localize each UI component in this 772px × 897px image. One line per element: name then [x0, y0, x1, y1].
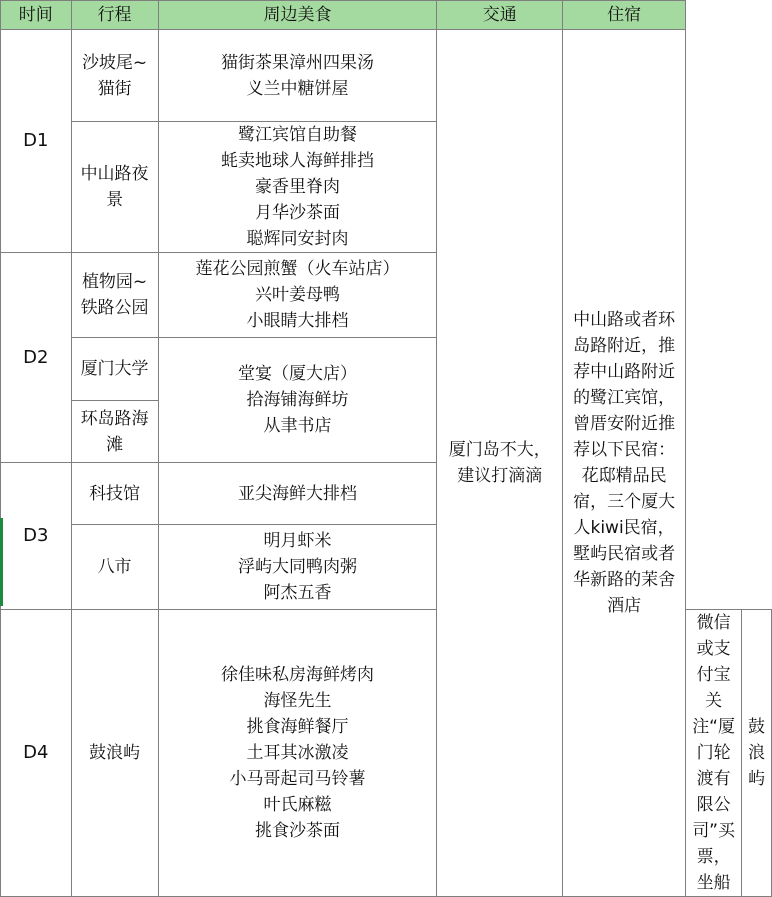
transport-cell-d1-d3: 厦门岛不大，建议打滴滴 — [437, 30, 563, 897]
header-transport: 交通 — [437, 1, 563, 30]
itinerary-cell: 鼓浪屿 — [71, 610, 158, 897]
header-itinerary: 行程 — [71, 1, 158, 30]
day-cell-d2: D2 — [1, 253, 72, 463]
food-item: 莲花公园煎蟹（火车站店） — [195, 259, 400, 279]
food-item: 叶氏麻糍 — [263, 795, 332, 815]
food-item: 徐佳味私房海鲜烤肉 — [221, 665, 375, 685]
food-item: 小马哥起司马铃薯 — [229, 769, 366, 789]
food-item: 明月虾米 — [263, 531, 332, 551]
cell-selection-edge — [0, 518, 3, 606]
food-item: 挑食沙茶面 — [255, 821, 341, 841]
food-cell — [158, 610, 437, 897]
food-item: 豪香里脊肉 — [255, 177, 341, 197]
header-row — [1, 1, 772, 30]
food-item: 蚝卖地球人海鲜排挡 — [221, 151, 375, 171]
food-cell — [158, 463, 437, 525]
food-item: 兴叶姜母鸭 — [255, 285, 341, 305]
food-item: 土耳其冰激凌 — [246, 743, 349, 763]
food-cell — [158, 122, 437, 253]
day-cell-d1: D1 — [1, 30, 72, 253]
food-item: 亚尖海鲜大排档 — [238, 483, 358, 504]
food-item: 鹭江宾馆自助餐 — [238, 125, 358, 145]
header-food: 周边美食 — [158, 1, 437, 30]
food-cell — [158, 253, 437, 338]
food-item: 堂宴（厦大店） — [238, 364, 358, 384]
itinerary-cell: 科技馆 — [71, 463, 158, 525]
food-cell — [158, 525, 437, 610]
food-item: 小眼睛大排档 — [246, 311, 349, 331]
food-item: 义兰中糖饼屋 — [246, 78, 349, 99]
itinerary-cell: 植物园~铁路公园 — [71, 253, 158, 338]
food-item: 拾海铺海鲜坊 — [246, 390, 349, 410]
itinerary-cell: 沙坡尾~猫街 — [71, 30, 158, 122]
food-item: 月华沙茶面 — [255, 203, 341, 223]
food-item: 挑食海鲜餐厅 — [246, 717, 349, 737]
header-lodging: 住宿 — [562, 1, 685, 30]
itinerary-cell: 中山路夜景 — [71, 122, 158, 253]
itinerary-cell: 环岛路海滩 — [71, 401, 158, 463]
food-item: 从聿书店 — [263, 416, 332, 436]
day-cell-d4: D4 — [1, 610, 72, 897]
food-item: 浮屿大同鸭肉粥 — [238, 557, 358, 577]
food-item: 阿杰五香 — [263, 583, 332, 603]
lodging-cell-d1-d3: 中山路或者环岛路附近，推荐中山路附近的鹭江宾馆，曾厝安附近推荐以下民宿：花邸精品民宿，三个厦大人kiwi民宿，墅屿民宿或者华新路的茉舍酒店 — [562, 30, 685, 897]
header-time: 时间 — [1, 1, 72, 30]
table-row — [1, 30, 772, 122]
food-item: 聪辉同安封肉 — [246, 229, 349, 249]
transport-cell-d4: 微信或支付宝关注“厦门轮渡有限公司”买票，坐船 — [686, 610, 742, 897]
itinerary-cell: 厦门大学 — [71, 338, 158, 401]
day-cell-d3: D3 — [1, 463, 72, 610]
food-item: 海怪先生 — [263, 691, 332, 711]
food-item: 猫街茶果漳州四果汤 — [221, 52, 375, 73]
food-cell — [158, 30, 437, 122]
lodging-cell-d4: 鼓浪屿 — [742, 610, 772, 897]
food-cell — [158, 338, 437, 463]
itinerary-cell: 八市 — [71, 525, 158, 610]
